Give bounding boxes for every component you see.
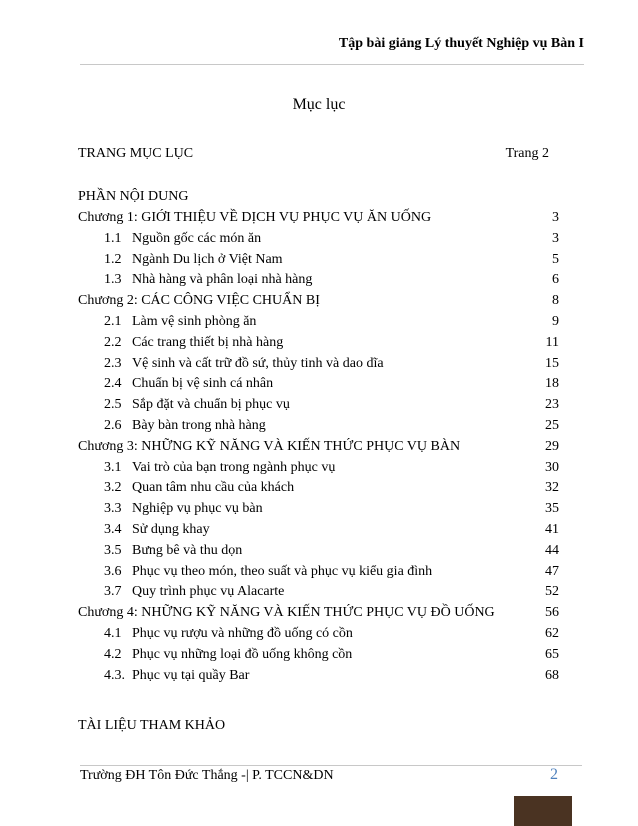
toc-entry-text (104, 498, 263, 519)
toc-subentry (0, 228, 638, 249)
toc-entry-page: 62 (545, 626, 559, 641)
toc-entry-text (78, 602, 495, 623)
toc-entry-page: 29 (545, 438, 559, 454)
toc-entry-number: 2.1 (104, 314, 122, 329)
toc-entry-page: 32 (545, 480, 559, 496)
toc-entry-label: Làm vệ sinh phòng ăn (132, 314, 257, 329)
section-content-label: PHẦN NỘI DUNG (78, 189, 189, 204)
references-label: TÀI LIỆU THAM KHẢO (78, 718, 226, 733)
toc-subentry (0, 581, 638, 602)
section-heading (0, 186, 638, 207)
toc-subentry (0, 332, 638, 353)
toc-entry-label: Nghiệp vụ phục vụ bàn (132, 501, 263, 517)
toc-entry-page: 56 (545, 605, 559, 621)
toc-head-label: TRANG MỤC LỤC (78, 146, 194, 161)
toc-subentry (0, 644, 638, 665)
footer-divider (80, 765, 582, 766)
toc-subentry (0, 394, 638, 415)
toc-entry-number: 1.1 (104, 230, 122, 246)
toc-subentry (0, 249, 638, 270)
toc-entry-text (78, 436, 460, 457)
toc-entry-page: 44 (545, 542, 559, 558)
toc-entry-label: Các trang thiết bị nhà hàng (132, 334, 284, 350)
toc-entry-page: 47 (545, 563, 559, 579)
toc-entry-number: 3.6 (104, 563, 122, 579)
toc-entry-page: 6 (552, 272, 559, 288)
footer-page-number: 2 (550, 766, 558, 783)
toc-entry-text (104, 332, 283, 353)
toc-entry-text (104, 394, 290, 415)
toc-entry-text (104, 373, 273, 394)
toc-entry-page: 15 (545, 355, 559, 371)
toc-entry-number: 4.1 (104, 626, 122, 641)
toc-entry-page: 30 (545, 459, 559, 475)
toc-entry-number: 3.7 (104, 584, 122, 600)
toc-entry-text (104, 249, 283, 270)
toc-subentry (0, 540, 638, 561)
toc-subentry (0, 415, 638, 436)
toc-entry-page: 68 (545, 667, 559, 683)
toc-entry-number: 1.3 (104, 272, 122, 288)
toc-entry-label: Vệ sinh và cất trữ đồ sứ, thủy tinh và dao dĩa (132, 355, 384, 371)
toc-entry-text (104, 457, 335, 478)
toc-entry-page: 52 (545, 584, 559, 600)
toc-entry-label: Chương 1: GIỚI THIỆU VỀ DỊCH VỤ PHỤC VỤ ĂN UỐNG (78, 210, 432, 225)
toc-entry-label: Phục vụ tại quầy Bar (132, 667, 250, 683)
toc-entry-text (104, 269, 312, 290)
toc-entry-number: 4.3. (104, 667, 125, 683)
corner-decoration (514, 796, 572, 826)
toc-entry-text (104, 665, 249, 686)
toc-entry-label: Nguồn gốc các món ăn (132, 230, 262, 246)
toc-entry-label: Phục vụ theo món, theo suất và phục vụ kiểu gia đình (132, 563, 433, 579)
toc-entry-number: 3.5 (104, 542, 122, 558)
toc-entry-number: 2.6 (104, 418, 122, 433)
toc-subentry (0, 519, 638, 540)
toc-entry-text (104, 540, 242, 561)
toc-title: Mục lục (292, 96, 346, 113)
toc-entry-label: Chương 3: NHỮNG KỸ NĂNG VÀ KIẾN THỨC PHỤC VỤ BÀN (78, 438, 461, 454)
toc-subentry (0, 311, 638, 332)
toc-entry-label: Quan tâm nhu cầu của khách (132, 480, 295, 496)
toc-entry-text (104, 561, 432, 582)
toc-entry-text (104, 311, 256, 332)
toc-entry-number: 2.2 (104, 334, 122, 350)
toc-entry-page: 3 (552, 230, 559, 246)
toc-entry-text (78, 290, 320, 311)
toc-entry-page: 18 (545, 376, 559, 392)
toc-entry-page: 3 (552, 210, 559, 225)
toc-entry-page: 35 (545, 501, 559, 517)
page-header: Tập bài giảng Lý thuyết Nghiệp vụ Bàn I (338, 36, 584, 51)
toc-entry-label: Nhà hàng và phân loại nhà hàng (132, 272, 313, 288)
toc-entry-page: 41 (545, 522, 559, 537)
toc-entry-label: Phục vụ những loại đồ uống không cồn (132, 646, 353, 662)
toc-chapter-entry (0, 290, 638, 311)
toc-entry-label: Sắp đặt và chuẩn bị phục vụ (132, 397, 290, 413)
toc-head-row (0, 143, 638, 164)
toc-subentry (0, 477, 638, 498)
toc-head-page: Trang 2 (505, 146, 549, 161)
toc-subentry (0, 457, 638, 478)
toc-entry-page: 9 (552, 314, 559, 329)
footer-institution: Trường ĐH Tôn Đức Thắng -| P. TCCN&DN (80, 768, 334, 783)
toc-entry-number: 3.1 (104, 459, 122, 475)
toc-entry-text (104, 477, 294, 498)
toc-entry-text (104, 415, 266, 436)
references-row (0, 715, 638, 736)
toc-entry-label: Quy trình phục vụ Alacarte (132, 584, 285, 600)
toc-chapter-entry (0, 436, 638, 457)
toc-subentry (0, 353, 638, 374)
toc-entry-number: 2.3 (104, 355, 122, 371)
toc-entry-text (104, 581, 284, 602)
toc-entry-page: 65 (545, 646, 559, 662)
toc-entry-label: Sử dụng khay (132, 522, 210, 537)
toc-chapter-entry (0, 602, 638, 623)
toc-entry-number: 4.2 (104, 646, 122, 662)
toc-entry-label: Chương 2: CÁC CÔNG VIỆC CHUẨN BỊ (78, 293, 320, 309)
toc-entry-label: Chuẩn bị vệ sinh cá nhân (132, 376, 274, 392)
toc-entry-text (104, 623, 353, 644)
toc-entry-text (104, 228, 261, 249)
toc-entry-number: 3.4 (104, 522, 122, 537)
toc-subentry (0, 269, 638, 290)
header-divider (80, 64, 584, 65)
toc-entry-text (104, 519, 210, 540)
toc-subentry (0, 498, 638, 519)
toc-subentry (0, 561, 638, 582)
toc-entry-page: 8 (552, 293, 559, 309)
toc-subentry (0, 623, 638, 644)
toc-entry-label: Vai trò của bạn trong ngành phục vụ (132, 459, 336, 475)
toc-entry-page: 25 (545, 418, 559, 433)
toc-entry-number: 3.3 (104, 501, 122, 517)
toc-entry-text (104, 353, 384, 374)
toc-chapter-entry (0, 207, 638, 228)
toc-entry-label: Bày bàn trong nhà hàng (132, 418, 266, 433)
toc-entry-text (104, 644, 352, 665)
toc-entry-number: 2.5 (104, 397, 122, 413)
toc-entry-number: 1.2 (104, 251, 122, 267)
toc-subentry (0, 373, 638, 394)
toc-entry-label: Phục vụ rượu và những đồ uống có cồn (132, 626, 353, 641)
toc-entry-page: 5 (552, 251, 559, 267)
toc-entry-number: 2.4 (104, 376, 122, 392)
toc-entry-label: Chương 4: NHỮNG KỸ NĂNG VÀ KIẾN THỨC PHỤC VỤ ĐỒ UỐNG (78, 605, 495, 621)
toc-entry-label: Ngành Du lịch ở Việt Nam (132, 251, 283, 267)
toc-entry-number: 3.2 (104, 480, 122, 496)
toc-entry-label: Bưng bê và thu dọn (132, 542, 243, 558)
toc-entry-text (78, 207, 431, 228)
toc-subentry (0, 665, 638, 686)
toc-entry-page: 11 (545, 334, 559, 350)
toc-entry-page: 23 (545, 397, 559, 413)
